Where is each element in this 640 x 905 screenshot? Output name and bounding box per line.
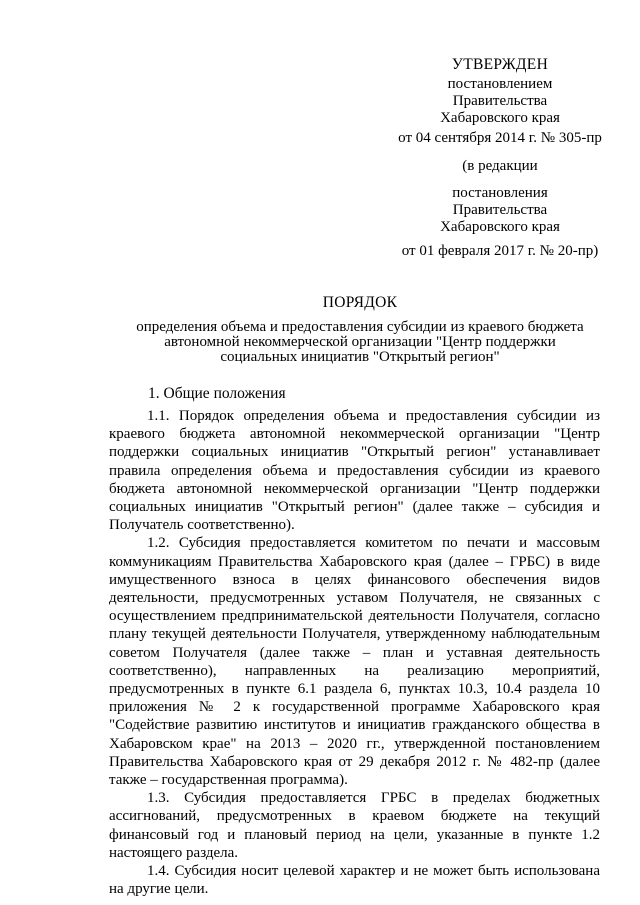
redaction-note: (в редакции (462, 158, 538, 174)
subtitle-line: определения объема и предоставления субсидии из краевого бюджета (136, 319, 584, 335)
subtitle-line: автономной некоммерческой организации "Центр поддержки (164, 334, 556, 350)
approval-block (380, 56, 620, 260)
approval-line: Хабаровского края (440, 110, 560, 126)
paragraph-1-2: 1.2. Субсидия предоставляется комитетом по печати и массовым коммуникациям Правительства Хабаровского края (далее – ГРБС) в виде имущественного взноса в целях финансового обеспечения видов деятельности, предусмотренных уставом Получателя, не связанных с осуществлением предпринимательской деятельности Получателя, согласно плану текущей деятельности Получателя, утвержденному наблюдательным советом Получателя (далее также – план и уставная деятельность соответственно), направленных на реализацию мероприятий, предусмотренных в пункте 6.1 раздела 6, пунктах 10.3, 10.4 раздела 10 приложения № 2 к государственной программе Хабаровского края "Содействие развитию институтов и инициатив гражданского общества в Хабаровском крае" на 2013 – 2020 гг., утвержденной постановлением Правительства Хабаровского края от 29 декабря 2012 г. № 482-пр (далее также – государственная программа). (109, 535, 600, 789)
edition-line: Правительства (452, 202, 548, 218)
section-heading: 1. Общие положения (148, 385, 286, 402)
approval-line: постановлением (447, 76, 553, 92)
approval-line: Правительства (452, 93, 548, 109)
edition-line: Хабаровского края (440, 219, 560, 235)
edition-date: от 01 февраля 2017 г. № 20-пр) (401, 243, 599, 259)
approval-title: УТВЕРЖДЕН (451, 56, 549, 73)
paragraph-1-1: 1.1. Порядок определения объема и предоставления субсидии из краевого бюджета автономной некоммерческой организации "Центр поддержки социальных инициатив "Открытый регион" устанавливает правила определения объема и предоставления субсидии из краевого бюджета автономной некоммерческой организации "Центр поддержки социальных инициатив "Открытый регион" (далее также – субсидия и Получатель соответственно). (109, 408, 600, 534)
edition-line: постановления (452, 185, 548, 201)
document-subtitle (60, 320, 640, 365)
paragraph-1-4: 1.4. Субсидия носит целевой характер и не может быть использована на другие цели. (109, 863, 600, 898)
document-title: ПОРЯДОК (322, 294, 398, 311)
subtitle-line: социальных инициатив "Открытый регион" (220, 349, 500, 365)
approval-date: от 04 сентября 2014 г. № 305-пр (398, 130, 602, 146)
section-body (109, 407, 600, 898)
paragraph-1-3: 1.3. Субсидия предоставляется ГРБС в пределах бюджетных ассигнований, предусмотренных в краевом бюджете на текущий финансовый год и плановый период на цели, указанные в пункте 1.2 настоящего раздела. (109, 790, 600, 861)
